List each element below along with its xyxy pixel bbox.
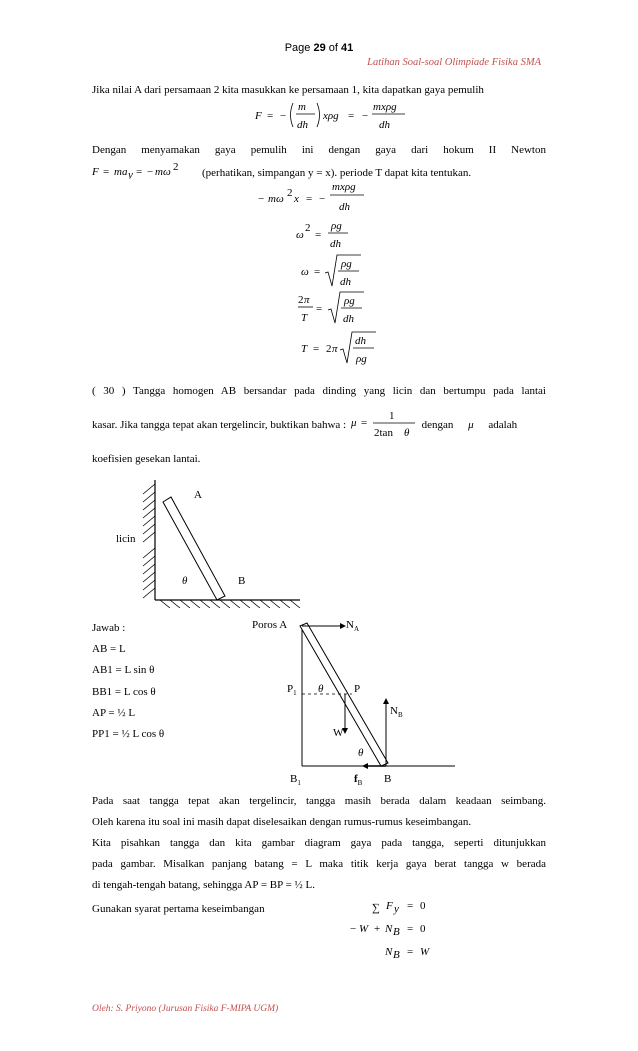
svg-text:N: N [385,923,393,935]
label-NB: $N_B$ [390,705,403,719]
svg-text:π: π [332,343,338,355]
label-W: W [333,727,344,739]
document-subtitle: Latihan Soal-soal Olimpiade Fisika SMA [367,57,541,68]
answer-line: PP1 = ½ L cos θ [92,728,165,740]
svg-text:π: π [304,294,310,306]
svg-text:=: = [267,110,274,122]
body-line: Oleh karena itu soal ini masih dapat diselesaikan dengan rumus-rumus keseimbangan. [92,816,472,828]
svg-text:dh: dh [379,119,390,131]
svg-text:ρg: ρg [341,258,352,270]
svg-text:ω: ω [301,266,309,278]
label-theta: θ [182,575,188,587]
svg-text:θ: θ [403,427,410,439]
label-theta-bottom: θ [358,747,364,759]
svg-text:=: = [348,110,355,122]
label-B: B [238,575,246,587]
svg-text:−: − [362,110,369,122]
svg-text:y: y [128,169,133,179]
svg-text:=: = [313,343,320,355]
svg-text:F: F [92,166,99,178]
svg-text:mω: mω [155,166,171,178]
svg-text:=: = [103,166,110,178]
label-B-bottom: B [384,773,392,785]
svg-text:ma: ma [114,166,128,178]
svg-text:x: x [294,193,299,205]
svg-text:2: 2 [305,222,311,234]
answer-line: AP = ½ L [92,707,136,719]
svg-text:+: + [374,923,381,935]
intro-text: Jika nilai A dari persamaan 2 kita masukkan ke persamaan 1, kita dapatkan gaya pemulih [92,84,484,96]
problem-30-line1: ( 30 ) Tangga homogen AB bersandar pada dinding yang licin dan bertumpu pada lantai [92,385,546,397]
svg-text:=: = [136,166,143,178]
svg-text:−: − [147,166,154,178]
body-line: di tengah-tengah batang, sehingga AP = BP = ½ L. [92,879,316,891]
page-number: Page 29 of 41 [284,42,354,54]
svg-text:0: 0 [420,900,426,912]
answer-title: Jawab : [92,622,126,634]
svg-text:∑: ∑ [372,902,380,914]
answer-line: AB = L [92,643,126,655]
svg-text:dh: dh [355,335,366,347]
svg-text:0: 0 [420,923,426,935]
svg-text:W: W [420,946,430,958]
svg-text:2: 2 [287,187,293,199]
answer-line: AB1 = L sin θ [92,664,155,676]
svg-text:B: B [393,949,400,961]
equation-omega-derivation [258,178,398,217]
label-NA: $N_A$ [346,619,360,633]
label-P1: $P_1$ [287,683,297,697]
svg-text:dh: dh [297,119,308,131]
equation-omega [301,253,381,294]
problem-30-line3: koefisien gesekan lantai. [92,453,201,465]
svg-text:ρg: ρg [344,295,355,307]
svg-text:μ: μ [350,417,357,429]
svg-text:dh: dh [343,313,354,325]
svg-text:2tan: 2tan [373,427,393,439]
footer-author: Oleh: S. Priyono (Jurusan Fisika F-MIPA UGM) [92,1004,279,1014]
svg-text:mxρg: mxρg [332,181,356,193]
svg-text:=: = [315,229,322,241]
equation-period-relation [298,290,378,331]
label-licin: licin [116,533,136,545]
equation-restoring-force [255,97,415,136]
svg-text:2: 2 [326,343,332,355]
equation-omega-squared [296,216,376,255]
svg-text:=: = [407,900,414,912]
svg-text:B: B [393,926,400,938]
svg-text:ω: ω [296,229,304,241]
svg-text:1: 1 [388,410,395,422]
svg-text:m: m [298,101,306,113]
force-diagram [240,612,460,795]
body-line: pada gambar. Misalkan panjang batang = L maka titik kerja gaya berat tangga w berada [92,858,546,870]
newton-line: F = ma y = − mω 2 (perhatikan, simpangan y = x). periode T dapat kita tentukan. [92,163,472,179]
svg-text:F: F [255,110,262,122]
label-theta-top: θ [318,683,324,695]
label-P: P [354,683,361,695]
svg-text:xρg: xρg [323,110,339,122]
label-poros: Poros A [252,619,288,631]
first-condition-text: Gunakan syarat pertama keseimbangan [92,903,265,915]
svg-text:−: − [350,923,357,935]
svg-text:=: = [360,417,368,429]
svg-text:=: = [407,946,414,958]
label-A: A [194,489,202,501]
svg-text:−: − [280,110,287,122]
svg-text:ρg: ρg [331,220,342,232]
svg-text:=: = [314,266,321,278]
answer-line: BB1 = L cos θ [92,686,156,698]
label-fB: $f_B$ [354,773,363,787]
body-line: Pada saat tangga tepat akan tergelincir, tangga masih berada dalam keadaan seimbang. [92,795,546,807]
svg-text:mω: mω [268,193,284,205]
svg-text:−: − [258,193,265,205]
svg-text:2: 2 [298,294,304,306]
label-B1: $B_1$ [290,773,301,787]
svg-text:F: F [386,900,393,912]
svg-text:dh: dh [330,238,341,250]
equation-equilibrium [350,895,460,964]
svg-text:T: T [301,312,308,324]
svg-text:−: − [319,193,326,205]
svg-text:ρg: ρg [356,353,367,365]
svg-text:dh: dh [340,276,351,288]
newton-text: Dengan menyamakan gaya pemulih ini dengan gaya dari hokum II Newton [92,144,546,156]
svg-text:=: = [306,193,313,205]
body-line: Kita pisahkan tangga dan kita gambar diagram gaya pada tangga, seperti ditunjukkan [92,837,546,849]
svg-text:=: = [316,303,323,315]
problem-30-line2: kasar. Jika tangga tepat akan tergelincir, buktikan bahwa : μ = 1 2tan θ dengan μ adalah [92,410,518,439]
svg-text:mxρg: mxρg [373,101,397,113]
svg-text:T: T [301,343,308,355]
svg-text:y: y [394,903,399,915]
svg-text:dh: dh [339,201,350,213]
svg-text:=: = [407,923,414,935]
ladder-figure [110,478,310,613]
equation-period [301,330,391,371]
svg-text:N: N [385,946,393,958]
svg-text:W: W [359,923,369,935]
svg-text:2: 2 [173,163,179,173]
